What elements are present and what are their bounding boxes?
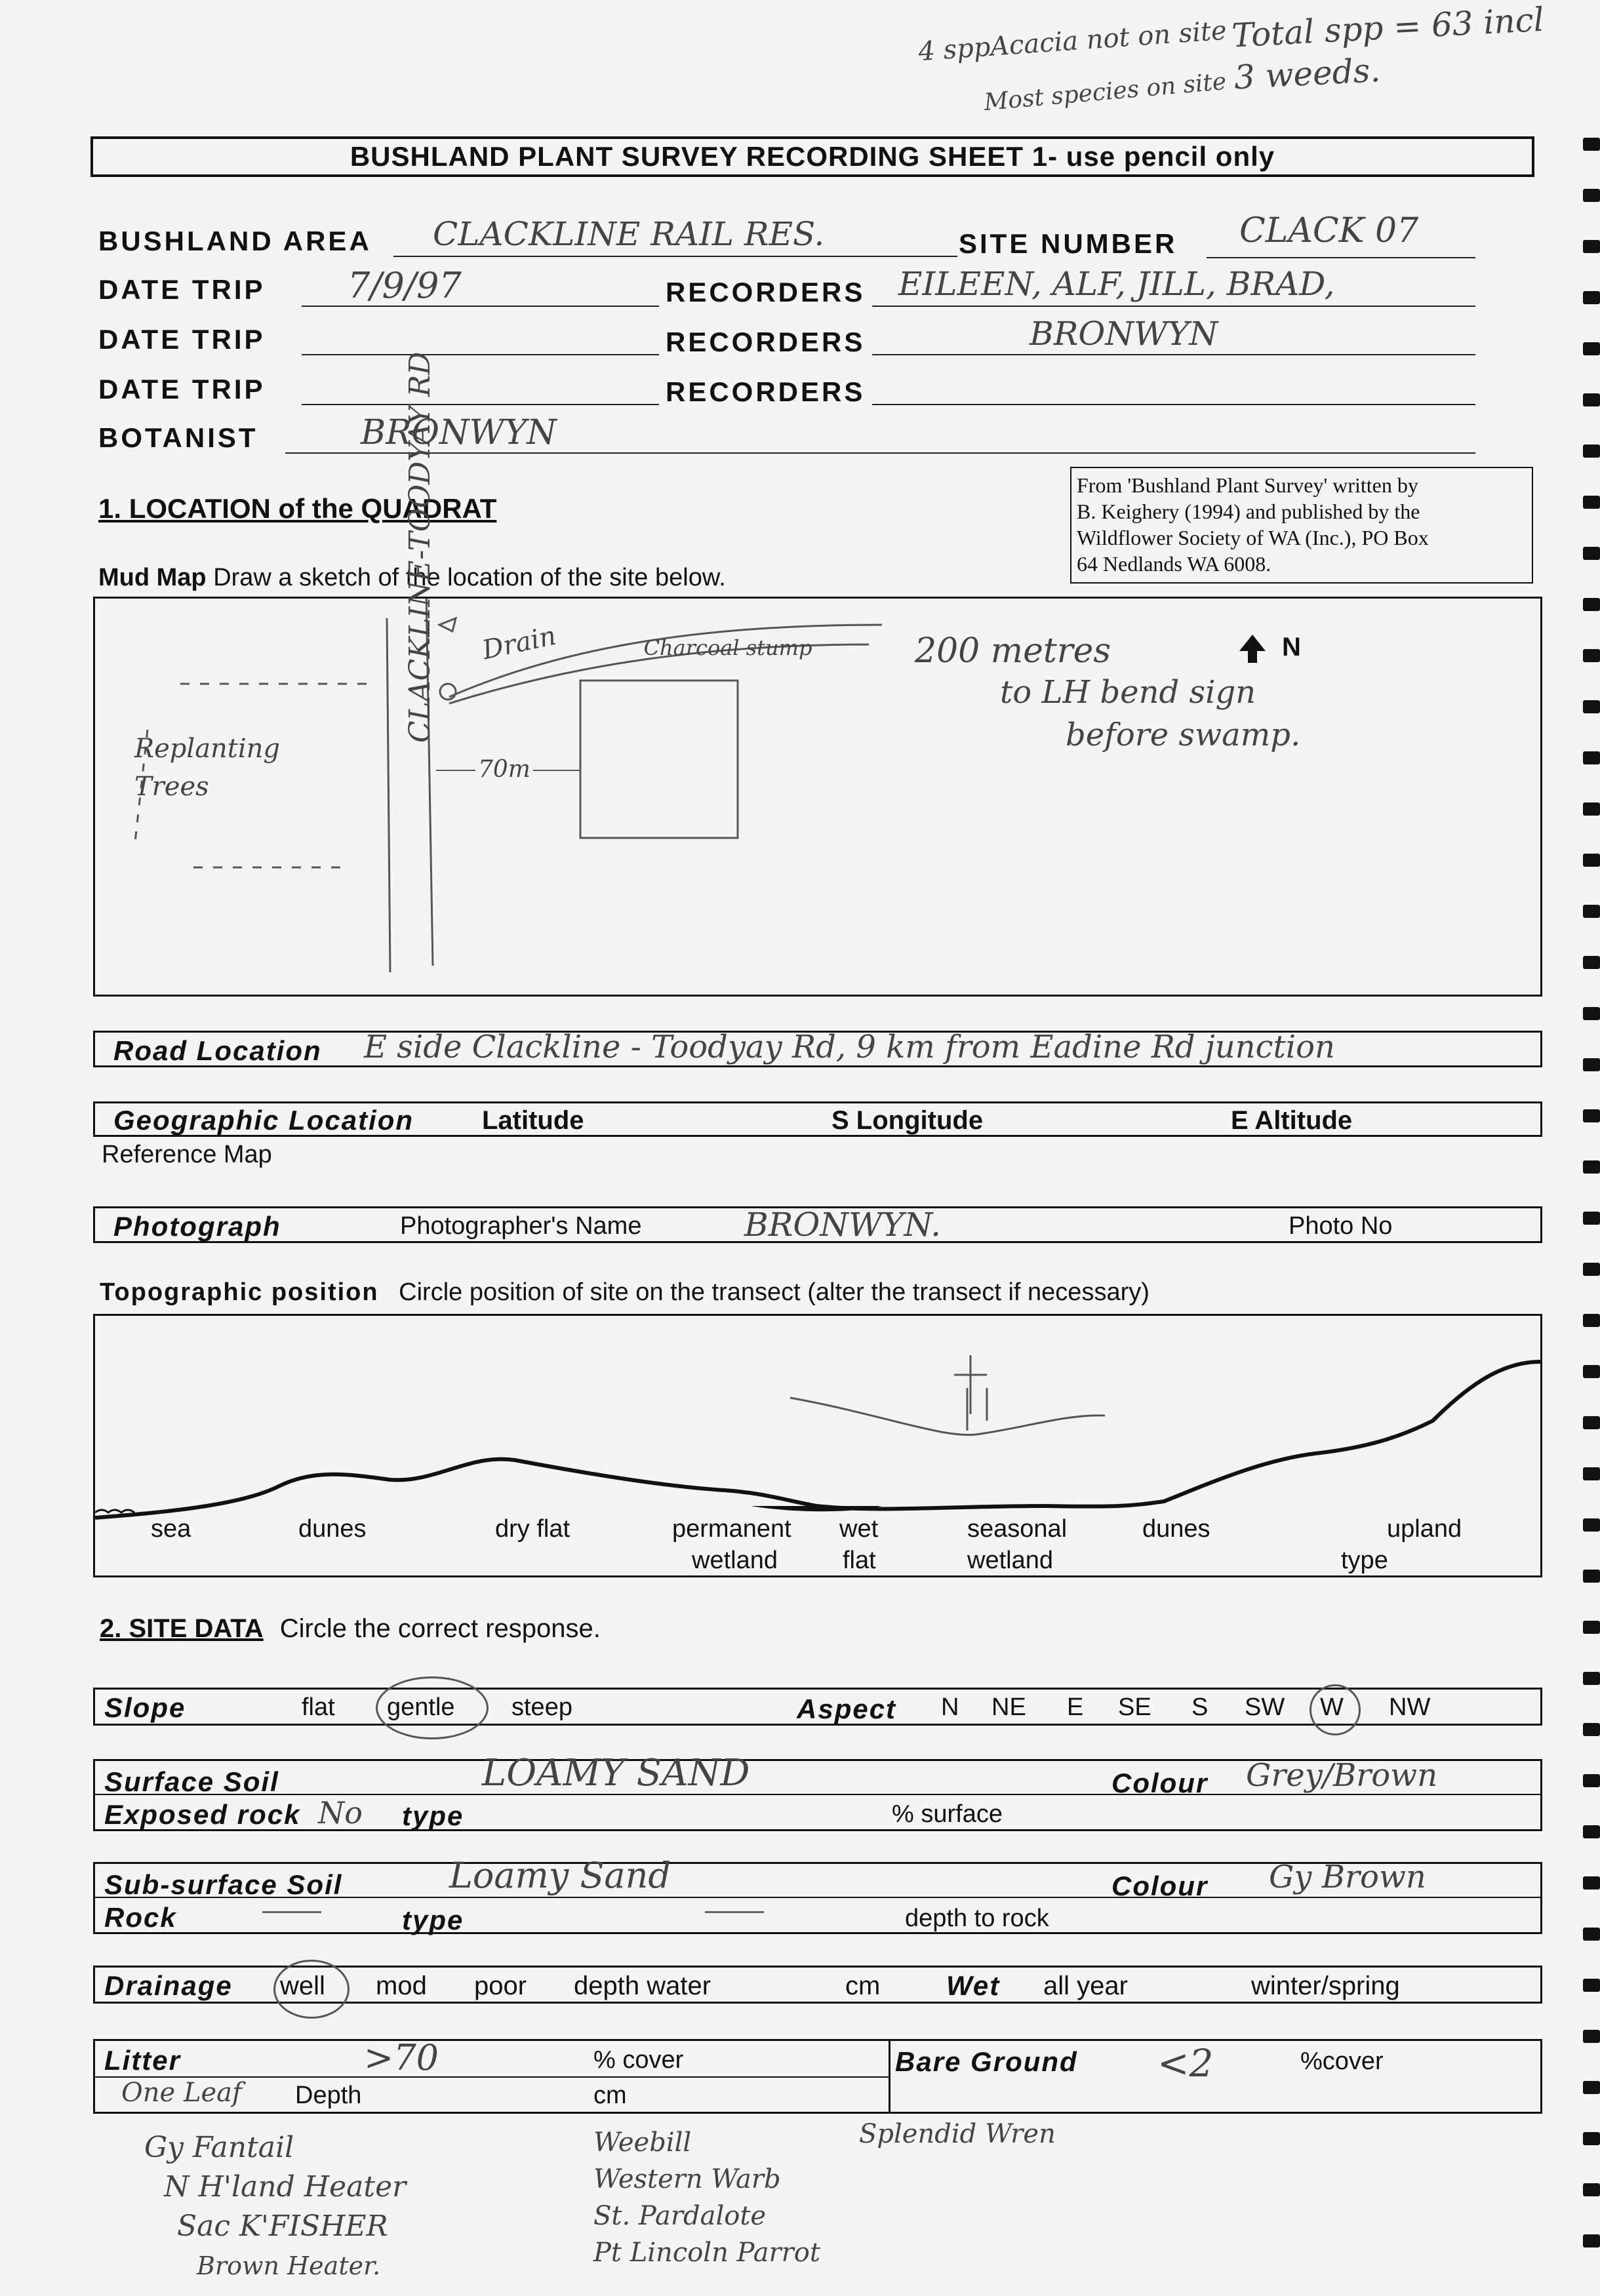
aspect-selected-circle <box>1310 1684 1361 1735</box>
binding-hole <box>1583 1621 1600 1634</box>
slope-option-flat[interactable]: flat <box>302 1693 335 1721</box>
sub-surface-label: Sub-surface Soil <box>104 1869 343 1900</box>
sub-surface-value[interactable]: Loamy Sand <box>449 1855 671 1896</box>
source-line-4: 64 Nedlands WA 6008. <box>1077 552 1271 576</box>
wet-all-year[interactable]: all year <box>1043 1971 1128 2000</box>
site-data-instruction: Circle the correct response. <box>279 1614 601 1643</box>
latitude-label: Latitude <box>482 1106 584 1135</box>
transect-label-upland: upland <box>1387 1515 1462 1543</box>
transect-label-dunes-1: dunes <box>298 1515 367 1543</box>
exposed-rock-value[interactable]: No <box>318 1795 363 1831</box>
bird-note: N H'land Heater <box>164 2170 407 2204</box>
note-line-1: 200 metres <box>915 631 1111 671</box>
recorders-line-2 <box>872 354 1475 355</box>
binding-hole <box>1583 649 1600 662</box>
bird-note: Gy Fantail <box>144 2131 294 2164</box>
exposed-rock-label: Exposed rock <box>104 1799 301 1830</box>
litter-vertical-divider <box>889 2041 890 2112</box>
transect-label-dunes-2: dunes <box>1142 1515 1210 1543</box>
transect-label-wet: wet <box>839 1515 879 1543</box>
photograph-box[interactable] <box>93 1206 1542 1243</box>
sub-surface-box[interactable] <box>93 1855 1542 1935</box>
depth-to-rock-label: depth to rock <box>905 1905 1049 1932</box>
recorders-value-2[interactable]: BRONWYN <box>1030 315 1218 353</box>
rock-label: Rock <box>104 1902 177 1933</box>
arrow-mark <box>439 618 456 631</box>
road-location-value[interactable]: E side Clackline - Toodyay Rd, 9 km from Eadine Rd junction <box>364 1029 1335 1065</box>
binding-hole <box>1583 138 1600 151</box>
aspect-label: Aspect <box>797 1693 897 1724</box>
bird-note: Sac K'FISHER <box>177 2209 388 2243</box>
binding-hole <box>1583 956 1600 969</box>
note-line-2: to LH bend sign <box>1000 674 1256 711</box>
binding-hole <box>1583 1263 1600 1276</box>
rock-type-label: type <box>402 1905 464 1935</box>
date-trip-label-2: DATE TRIP <box>98 324 266 355</box>
bird-note: Weebill <box>593 2128 692 2158</box>
binding-hole <box>1583 291 1600 304</box>
binding-hole <box>1583 2234 1600 2247</box>
recorders-label-2: RECORDERS <box>666 327 866 357</box>
bird-notes-col-1 <box>144 2128 406 2286</box>
binding-hole <box>1583 802 1600 816</box>
aspect-w[interactable]: W <box>1320 1693 1344 1721</box>
slope-selected-circle <box>376 1676 489 1739</box>
tree-sketch-icon <box>954 1355 987 1431</box>
binding-hole <box>1583 854 1600 867</box>
slope-box[interactable] <box>93 1688 1542 1726</box>
sea-waves-icon <box>95 1510 134 1513</box>
transect-label-wetland-1: wetland <box>692 1547 778 1574</box>
site-data-heading: 2. SITE DATA <box>100 1614 264 1643</box>
litter-pct-cover: % cover <box>593 2046 684 2074</box>
bird-note: Brown Heater. <box>197 2251 381 2280</box>
wet-label: Wet <box>946 1970 1001 2001</box>
site-number-label: SITE NUMBER <box>959 228 1178 259</box>
aspect-se[interactable]: SE <box>1118 1693 1151 1721</box>
binding-hole <box>1583 598 1600 611</box>
binding-hole <box>1583 1774 1600 1787</box>
aspect-n[interactable]: N <box>941 1693 959 1721</box>
litter-depth-cm: cm <box>593 2082 627 2109</box>
sub-colour-label: Colour <box>1111 1870 1209 1901</box>
binding-hole <box>1583 342 1600 355</box>
aspect-nw[interactable]: NW <box>1389 1693 1431 1721</box>
recorders-value-1[interactable]: EILEEN, ALF, JILL, BRAD, <box>898 265 1335 303</box>
binding-hole <box>1583 1876 1600 1890</box>
transect-label-seasonal: seasonal <box>967 1515 1068 1543</box>
rock-dash-mark <box>262 1911 321 1913</box>
binding-hole <box>1583 547 1600 560</box>
margin-note-species: Most species on site <box>982 68 1228 117</box>
source-box <box>1070 467 1533 584</box>
bushland-area-line <box>393 256 957 257</box>
binding-hole <box>1583 2132 1600 2145</box>
distance-label: 70m <box>475 756 533 783</box>
transect-label-wetland-2: wetland <box>967 1547 1053 1574</box>
binding-hole <box>1583 1212 1600 1225</box>
drainage-selected-circle <box>273 1960 350 2019</box>
site-marker <box>440 684 456 700</box>
binding-hole <box>1583 1979 1600 1992</box>
photograph-label: Photograph <box>113 1211 281 1242</box>
margin-note-acacia: 4 sppAcacia not on site <box>917 15 1228 68</box>
date-trip-label-1: DATE TRIP <box>98 274 266 305</box>
site-number-line <box>1207 257 1475 258</box>
wet-winter-spring[interactable]: winter/spring <box>1251 1971 1400 2000</box>
binding-hole <box>1583 1672 1600 1685</box>
litter-depth-label: Depth <box>295 2082 362 2109</box>
binding-hole <box>1583 1416 1600 1429</box>
source-line-2: B. Keighery (1994) and published by the <box>1077 500 1420 523</box>
mud-map-instruction: Draw a sketch of the location of the site below. <box>213 564 726 591</box>
drainage-label: Drainage <box>104 1970 233 2001</box>
litter-value[interactable]: >70 <box>364 2037 439 2078</box>
bare-ground-pct-cover: %cover <box>1300 2048 1384 2075</box>
binding-hole <box>1583 1928 1600 1941</box>
binding-hole <box>1583 1467 1600 1480</box>
bushland-area-value[interactable]: CLACKLINE RAIL RES. <box>433 215 825 253</box>
binding-hole <box>1583 1570 1600 1583</box>
binding-hole <box>1583 700 1600 713</box>
litter-box[interactable] <box>93 2039 1542 2114</box>
road-label: CLACKLINE-TOODYAY RD <box>403 351 437 743</box>
binding-hole <box>1583 1058 1600 1071</box>
date-trip-value-1[interactable]: 7/9/97 <box>348 265 462 306</box>
site-number-value[interactable]: CLACK 07 <box>1239 211 1419 250</box>
depth-water-label: depth water <box>574 1971 711 2000</box>
bird-note: Pt Lincoln Parrot <box>593 2238 820 2268</box>
date-trip-label-3: DATE TRIP <box>98 374 266 405</box>
binding-hole <box>1583 240 1600 253</box>
date-trip-line-2 <box>302 354 659 355</box>
recorders-label-1: RECORDERS <box>666 277 866 307</box>
bird-note: Splendid Wren <box>859 2119 1056 2149</box>
surface-soil-value[interactable]: LOAMY SAND <box>482 1752 750 1794</box>
surface-colour-value[interactable]: Grey/Brown <box>1246 1757 1438 1794</box>
transect-line <box>95 1362 1540 1518</box>
sub-colour-value[interactable]: Gy Brown <box>1269 1859 1426 1895</box>
binding-hole <box>1583 393 1600 406</box>
binding-hole <box>1583 496 1600 509</box>
surface-soil-box[interactable] <box>93 1752 1542 1831</box>
source-line-1: From 'Bushland Plant Survey' written by <box>1077 473 1418 497</box>
aspect-sw[interactable]: SW <box>1245 1693 1285 1721</box>
reference-map-label: Reference Map <box>102 1141 272 1168</box>
quadrat-square <box>580 681 738 838</box>
road-edge-left <box>387 618 390 972</box>
bare-ground-value[interactable]: <2 <box>1157 2041 1214 2086</box>
binding-hole <box>1583 2081 1600 2094</box>
topographic-instruction: Circle position of site on the transect (alter the transect if necessary) <box>399 1278 1150 1306</box>
photo-no-label: Photo No <box>1289 1212 1393 1240</box>
surface-colour-label: Colour <box>1111 1768 1209 1798</box>
geographic-label: Geographic Location <box>113 1105 414 1136</box>
s-longitude-label: S Longitude <box>831 1106 984 1135</box>
north-label: N <box>1282 633 1301 662</box>
geographic-box[interactable] <box>93 1101 1542 1137</box>
botanist-label: BOTANIST <box>98 422 258 453</box>
transect-label-type: type <box>1341 1547 1388 1574</box>
topographic-label: Topographic position <box>100 1278 379 1306</box>
drainage-box[interactable] <box>93 1966 1542 2004</box>
aspect-ne[interactable]: NE <box>991 1693 1026 1721</box>
litter-one-leaf[interactable]: One Leaf <box>121 2078 242 2108</box>
binding-hole <box>1583 1723 1600 1736</box>
transect-label-flat: flat <box>843 1547 876 1574</box>
transect-label-dry-flat: dry flat <box>495 1515 570 1543</box>
aspect-s[interactable]: S <box>1191 1693 1209 1721</box>
e-altitude-label: E Altitude <box>1231 1106 1353 1135</box>
bird-note: Western Warb <box>593 2164 781 2194</box>
title-box <box>90 136 1534 177</box>
binding-hole <box>1583 1365 1600 1378</box>
drainage-option-mod[interactable]: mod <box>376 1971 427 2000</box>
rock-type-dash-mark <box>705 1911 764 1913</box>
recorders-line-1 <box>872 306 1475 307</box>
binding-hole <box>1583 2183 1600 2196</box>
binding-hole <box>1583 905 1600 918</box>
drain-label: Drain <box>479 620 559 666</box>
binding-hole <box>1583 1160 1600 1174</box>
source-line-3: Wildflower Society of WA (Inc.), PO Box <box>1077 526 1429 549</box>
bird-notes-col-2 <box>593 2124 820 2271</box>
litter-label: Litter <box>104 2045 181 2076</box>
road-location-label: Road Location <box>113 1035 322 1066</box>
photographer-value[interactable]: BRONWYN. <box>744 1206 941 1244</box>
recorders-label-3: RECORDERS <box>666 376 866 407</box>
slope-label: Slope <box>104 1692 186 1723</box>
bird-notes-col-3 <box>859 2119 1056 2149</box>
road-location-box[interactable] <box>93 1031 1542 1067</box>
slope-option-gentle[interactable]: gentle <box>387 1693 455 1721</box>
exposed-rock-type-label: type <box>402 1800 464 1831</box>
bushland-area-label: BUSHLAND AREA <box>98 226 372 256</box>
drainage-option-well[interactable]: well <box>280 1971 325 2000</box>
aspect-e[interactable]: E <box>1067 1693 1084 1721</box>
binding-hole <box>1583 1109 1600 1122</box>
transect-label-permanent: permanent <box>672 1515 791 1543</box>
transect-box[interactable] <box>93 1314 1542 1577</box>
margin-note-total: Total spp = 63 incl 3 weeds. <box>1231 0 1545 97</box>
binding-hole <box>1583 2030 1600 2043</box>
slope-option-steep[interactable]: steep <box>511 1693 572 1721</box>
recorders-line-3 <box>872 404 1475 405</box>
pencil-alteration <box>790 1398 1105 1435</box>
surface-soil-divider <box>95 1794 1540 1795</box>
stump-label: Charcoal stump <box>643 635 812 660</box>
drainage-option-poor[interactable]: poor <box>474 1971 527 2000</box>
binding-hole <box>1583 189 1600 202</box>
photographer-label: Photographer's Name <box>400 1212 642 1240</box>
north-arrow-icon <box>1239 635 1266 663</box>
page-title: BUSHLAND PLANT SURVEY RECORDING SHEET 1- use pencil only <box>350 141 1275 172</box>
replanting-label: Replanting Trees <box>134 734 281 802</box>
topographic-line <box>100 1278 1150 1307</box>
depth-water-cm: cm <box>845 1971 881 2000</box>
bird-note: St. Pardalote <box>593 2201 767 2231</box>
botanist-line <box>285 452 1475 454</box>
binding-hole <box>1583 1825 1600 1838</box>
surface-soil-label: Surface Soil <box>104 1766 279 1797</box>
note-line-3: before swamp. <box>1066 717 1301 753</box>
pct-surface-label: % surface <box>892 1800 1003 1828</box>
date-trip-line-3 <box>302 404 659 405</box>
mud-map-label: Mud Map <box>98 564 207 591</box>
binding-hole <box>1583 1518 1600 1532</box>
transect-label-sea: sea <box>151 1515 191 1543</box>
binding-hole <box>1583 1007 1600 1020</box>
binding-hole <box>1583 751 1600 764</box>
site-data-line <box>100 1614 601 1644</box>
binding-hole <box>1583 445 1600 458</box>
botanist-value[interactable]: BRONWYN <box>361 413 557 452</box>
location-heading: 1. LOCATION of the QUADRAT <box>98 493 497 524</box>
binding-hole <box>1583 1314 1600 1327</box>
bare-ground-label: Bare Ground <box>895 2046 1078 2077</box>
